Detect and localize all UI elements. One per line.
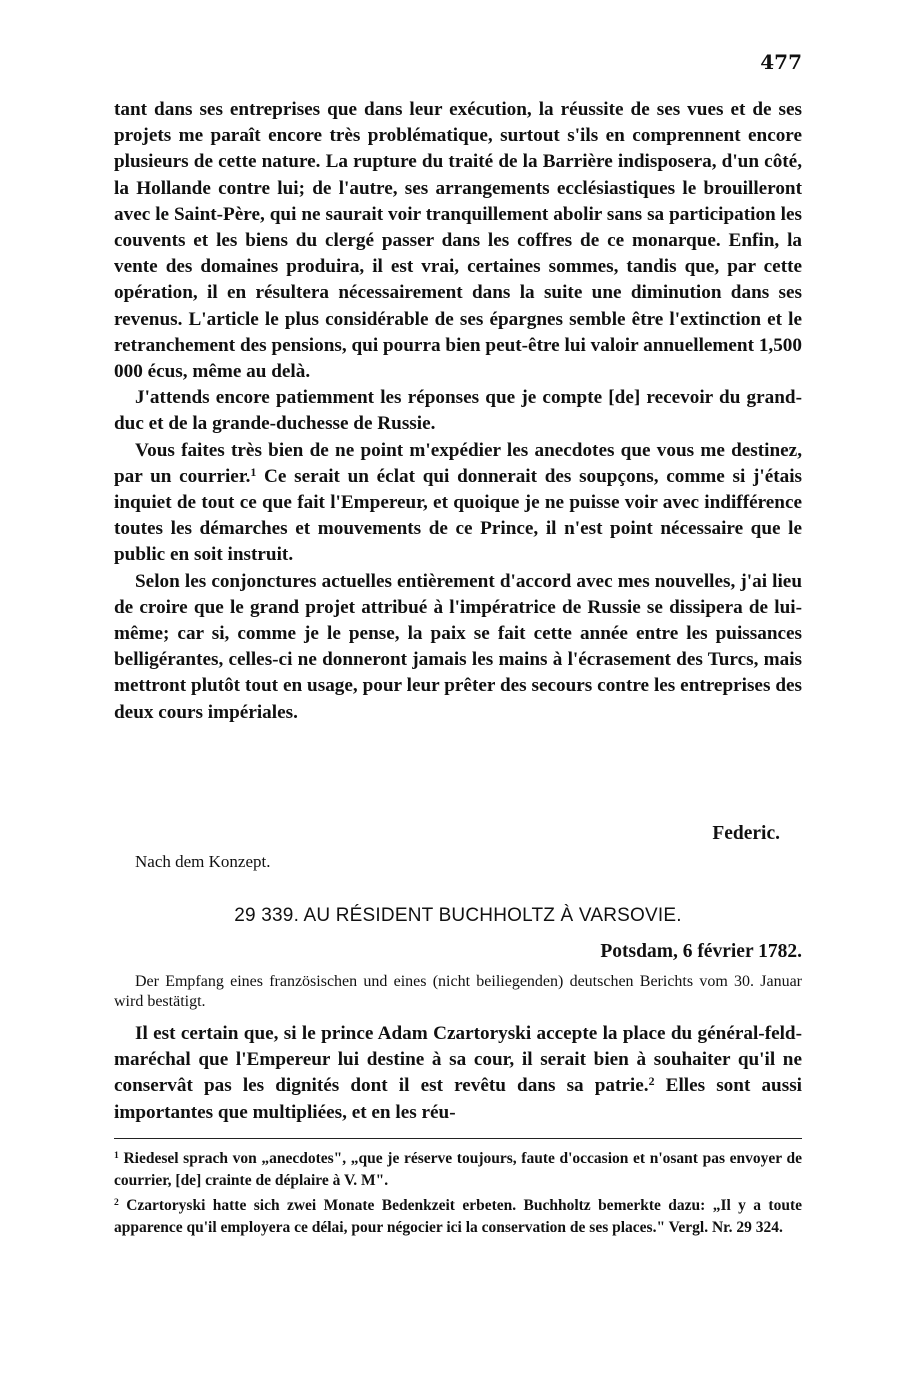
footnote-divider [114, 1138, 802, 1139]
footnote-ref-2[interactable]: 2 [648, 1074, 655, 1089]
letter-body [114, 97, 802, 726]
footnote-1-marker: 1 [114, 1150, 119, 1162]
dateline: Potsdam, 6 février 1782. [600, 941, 802, 962]
footnote-2-marker: 2 [114, 1197, 119, 1209]
paragraph-1: tant dans ses entreprises que dans leur exécution, la réussite de ses vues et de ses projets me paraît encore très problématique, surtout s'ils en comprennent encore plusieurs de cette nature. La rupture du traité de la Barrière indisposera, d'un côté, la Hollande contre lui; de l'autre, ses arrangements ecclésiastiques le brouilleront avec le Saint-Père, qui ne saurait voir tranquillement abolir sans sa participation les couvents et les biens du clergé passer dans les coffres de ce monarque. Enfin, la vente des domaines produira, il est vrai, certaines sommes, tandis que, par cette opération, il en résultera nécessairement dans la suite une diminution dans ses revenus. L'article le plus considérable de ses épargnes semble être l'extinction et le retranchement des pensions, qui pourra bien peut-être lui valoir annuellement 1,500 000 écus, même au delà. [114, 99, 802, 383]
next-letter-text-2: Elles sont aussi importantes que multipliées, et en les réu- [114, 1075, 802, 1123]
footnote-2-text: Czartoryski hatte sich zwei Monate Bedenkzeit erbeten. Buchholtz bemerkte dazu: „Il y a toute apparence qu'il employera ce délai, pour négocier ici la conservation de ses places." Vergl. Nr. 29 324. [114, 1197, 802, 1236]
signature: Federic. [712, 823, 780, 844]
paragraph-3-part-2: Ce serait un éclat qui donnerait des soupçons, comme si j'étais inquiet de tout ce que fait l'Empereur, et quoique je ne puisse voir avec indifférence toutes les démarches et mouvements de ce Prince, il n'est point nécessaire que le public en soit instruit. [114, 465, 803, 566]
next-letter-text-1: Il est certain que, si le prince Adam Czartoryski accepte la place du général-feld-maréchal que l'Empereur lui destine à sa cour, il serait bien à souhaiter qu'il ne conservât pas les dignités dont il est revêtu dans sa patrie. [114, 1023, 802, 1097]
footnotes [114, 1148, 802, 1242]
footnote-1 [114, 1148, 802, 1191]
paragraph-3-part-1: Vous faites très bien de ne point m'expédier les anecdotes que vous me destinez, par un courrier. [114, 439, 802, 487]
footnote-ref-1[interactable]: 1 [250, 464, 257, 479]
letter-summary: Der Empfang eines französischen und eines (nicht beiliegenden) deutschen Berichts vom 30. Januar wird bestätigt. [114, 973, 802, 1010]
page-number: 477 [760, 50, 802, 74]
paragraph-4: Selon les conjonctures actuelles entièrement d'accord avec mes nouvelles, j'ai lieu de croire que le grand projet attribué à l'impératrice de Russie se dissipera de lui-même; car si, comme je le pense, la paix se fait cette année entre les puissances belligérantes, celles-ci ne donneront jamais les mains à l'écrasement des Turcs, mais mettront plutôt tout en usage, pour leur prêter des secours contre les entreprises des deux cours impériales. [114, 570, 802, 723]
next-letter-body [114, 1021, 802, 1126]
footnote-2 [114, 1195, 802, 1238]
next-letter-paragraph [114, 1021, 802, 1126]
paragraph-2: J'attends encore patiemment les réponses que je compte [de] recevoir du grand-duc et de la grande-duchesse de Russie. [114, 387, 802, 435]
letter-heading: 29 339. AU RÉSIDENT BUCHHOLTZ À VARSOVIE. [234, 905, 682, 926]
source-note: Nach dem Konzept. [135, 852, 271, 871]
footnote-1-text: Riedesel sprach von „anecdotes", „que je réserve toujours, faute d'occasion et n'osant pas envoyer de courrier, [de] crainte de déplaire à V. M". [114, 1150, 802, 1189]
paragraph-3 [114, 438, 802, 569]
